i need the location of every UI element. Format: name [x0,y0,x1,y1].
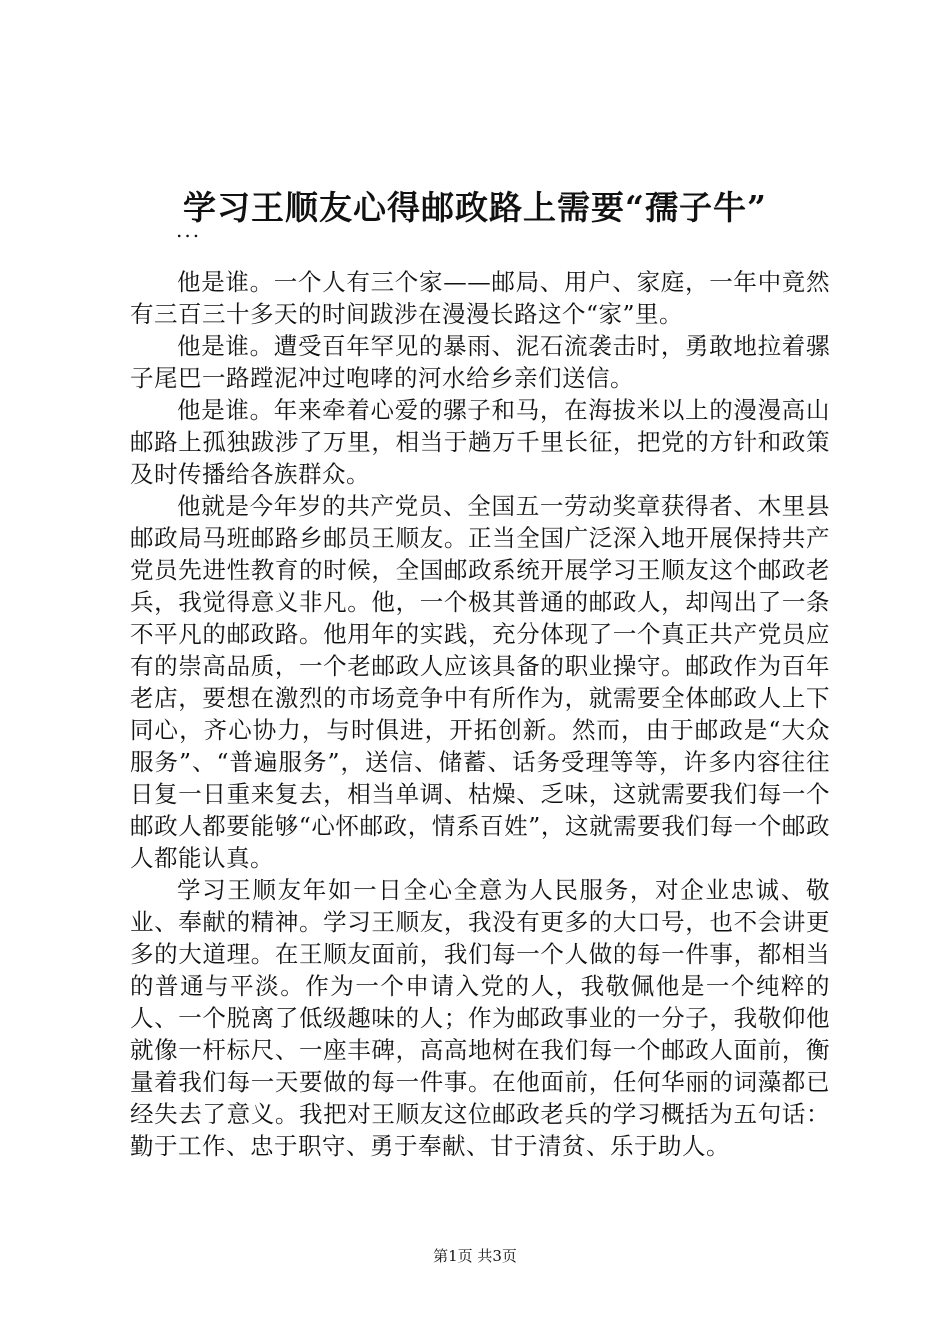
paragraph-2: 他是谁。遭受百年罕见的暴雨、泥石流袭击时，勇敢地拉着骡子尾巴一路蹚泥冲过咆哮的河水给乡亲们送信。 [130,332,830,392]
page-number-footer: 第1页 共3页 [433,1247,517,1265]
title-ellipsis: ... [176,218,202,242]
paragraph-3: 他是谁。年来牵着心爱的骡子和马，在海拔米以上的漫漫高山邮路上孤独跋涉了万里，相当于趟万千里长征，把党的方针和政策及时传播给各族群众。 [130,396,830,488]
document-title: 学习王顺友心得邮政路上需要“孺子牛” [183,188,767,227]
document-body [130,266,830,1162]
paragraph-4: 他就是今年岁的共产党员、全国五一劳动奖章获得者、木里县邮政局马班邮路乡邮员王顺友。正当全国广泛深入地开展保持共产党员先进性教育的时候，全国邮政系统开展学习王顺友这个邮政老兵，我觉得意义非凡。他，一个极其普通的邮政人，却闯出了一条不平凡的邮政路。他用年的实践，充分体现了一个真正共产党员应有的崇高品质，一个老邮政人应该具备的职业操守。邮政作为百年老店，要想在激烈的市场竞争中有所作为，就需要全体邮政人上下同心，齐心协力，与时俱进，开拓创新。然而，由于邮政是“大众服务”、“普遍服务”，送信、储蓄、话务受理等等，许多内容往往日复一日重来复去，相当单调、枯燥、乏味，这就需要我们每一个邮政人都要能够“心怀邮政，情系百姓”，这就需要我们每一个邮政人都能认真。 [130,492,830,872]
paragraph-1: 他是谁。一个人有三个家——邮局、用户、家庭，一年中竟然有三百三十多天的时间跋涉在漫漫长路这个“家”里。 [130,268,830,328]
paragraph-5: 学习王顺友年如一日全心全意为人民服务，对企业忠诚、敬业、奉献的精神。学习王顺友，我没有更多的大口号，也不会讲更多的大道理。在王顺友面前，我们每一个人做的每一件事，都相当的普通与平淡。作为一个申请入党的人，我敬佩他是一个纯粹的人、一个脱离了低级趣味的人；作为邮政事业的一分子，我敬仰他就像一杆标尺、一座丰碑，高高地树在我们每一个邮政人面前，衡量着我们每一天要做的每一件事。在他面前，任何华丽的词藻都已经失去了意义。我把对王顺友这位邮政老兵的学习概括为五句话：勤于工作、忠于职守、勇于奉献、甘于清贫、乐于助人。 [130,876,830,1160]
